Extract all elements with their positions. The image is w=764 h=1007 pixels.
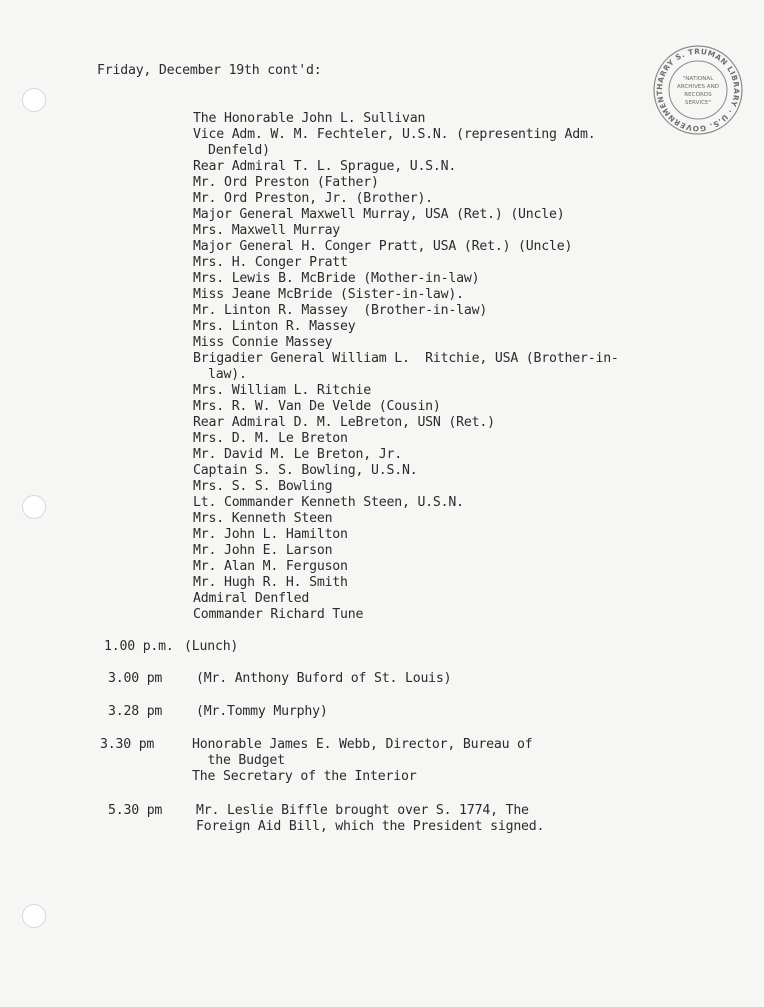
entry-time: 3.30 pm: [100, 737, 155, 752]
attendee-line: Mrs. Linton R. Massey: [193, 319, 356, 334]
attendee-line: Mrs. D. M. Le Breton: [193, 431, 348, 446]
attendee-line: Mrs. Lewis B. McBride (Mother-in-law): [193, 271, 480, 286]
attendee-line: Mr. Linton R. Massey (Brother-in-law): [193, 303, 488, 318]
entry-text: (Lunch): [184, 639, 239, 654]
stamp-line-2: ARCHIVES AND: [676, 84, 720, 90]
attendee-line: Lt. Commander Kenneth Steen, U.S.N.: [193, 495, 464, 510]
attendee-line: Commander Richard Tune: [193, 607, 364, 622]
attendee-line: Admiral Denfled: [193, 591, 310, 606]
svg-text:HARRY S. TRUMAN LIBRARY · U.S.: [655, 47, 741, 133]
attendee-line: Major General H. Conger Pratt, USA (Ret.) (Uncle): [193, 239, 573, 254]
attendee-line: Mrs. William L. Ritchie: [193, 383, 372, 398]
attendee-line: Mrs. Maxwell Murray: [193, 223, 341, 238]
entry-text: (Mr.Tommy Murphy): [196, 704, 328, 719]
attendee-line: Mr. David M. Le Breton, Jr.: [193, 447, 402, 462]
stamp-line-1: "NATIONAL: [682, 76, 714, 82]
attendee-line: Miss Connie Massey: [193, 335, 333, 350]
attendee-line: Mr. John E. Larson: [193, 543, 333, 558]
stamp-outer-text: HARRY S. TRUMAN LIBRARY · U.S. GOVERNMENT: [654, 46, 742, 134]
attendee-line: Mr. Alan M. Ferguson: [193, 559, 348, 574]
attendee-line: Mr. John L. Hamilton: [193, 527, 348, 542]
attendee-line-continued: law).: [208, 367, 247, 382]
attendee-line: Major General Maxwell Murray, USA (Ret.) (Uncle): [193, 207, 565, 222]
attendee-line: Mrs. R. W. Van De Velde (Cousin): [193, 399, 441, 414]
entry-time: 3.00 pm: [108, 671, 163, 686]
entry-text: (Mr. Anthony Buford of St. Louis): [196, 671, 452, 686]
entry-text: the Budget: [192, 753, 285, 768]
date-heading: Friday, December 19th cont'd:: [97, 63, 322, 78]
entry-time: 5.30 pm: [108, 803, 163, 818]
entry-text: Foreign Aid Bill, which the President signed.: [196, 819, 545, 834]
attendee-line: Miss Jeane McBride (Sister-in-law).: [193, 287, 464, 302]
entry-text: The Secretary of the Interior: [192, 769, 417, 784]
binder-hole: [22, 88, 46, 112]
attendee-line: Mr. Ord Preston, Jr. (Brother).: [193, 191, 433, 206]
attendee-line: Rear Admiral T. L. Sprague, U.S.N.: [193, 159, 457, 174]
attendee-line-continued: Denfeld): [208, 143, 270, 158]
binder-hole: [22, 495, 46, 519]
attendee-line: Captain S. S. Bowling, U.S.N.: [193, 463, 418, 478]
binder-hole: [22, 904, 46, 928]
entry-text: Honorable James E. Webb, Director, Bureau of: [192, 737, 533, 752]
attendee-line: Brigadier General William L. Ritchie, USA (Brother-in-: [193, 351, 619, 366]
attendee-line: Mrs. H. Conger Pratt: [193, 255, 348, 270]
attendee-line: Mrs. S. S. Bowling: [193, 479, 333, 494]
attendee-line: The Honorable John L. Sullivan: [193, 111, 426, 126]
entry-time: 3.28 pm: [108, 704, 163, 719]
attendee-line: Rear Admiral D. M. LeBreton, USN (Ret.): [193, 415, 495, 430]
stamp-seal: [652, 44, 744, 136]
attendee-line: Vice Adm. W. M. Fechteler, U.S.N. (representing Adm.: [193, 127, 596, 142]
entry-time: 1.00 p.m.: [104, 639, 174, 654]
archive-stamp: [652, 44, 744, 136]
attendee-line: Mr. Ord Preston (Father): [193, 175, 379, 190]
stamp-line-4: SERVICE": [684, 100, 712, 106]
attendee-line: Mr. Hugh R. H. Smith: [193, 575, 348, 590]
attendee-line: Mrs. Kenneth Steen: [193, 511, 333, 526]
entry-text: Mr. Leslie Biffle brought over S. 1774, The: [196, 803, 529, 818]
stamp-line-3: RECORDS: [684, 92, 712, 98]
